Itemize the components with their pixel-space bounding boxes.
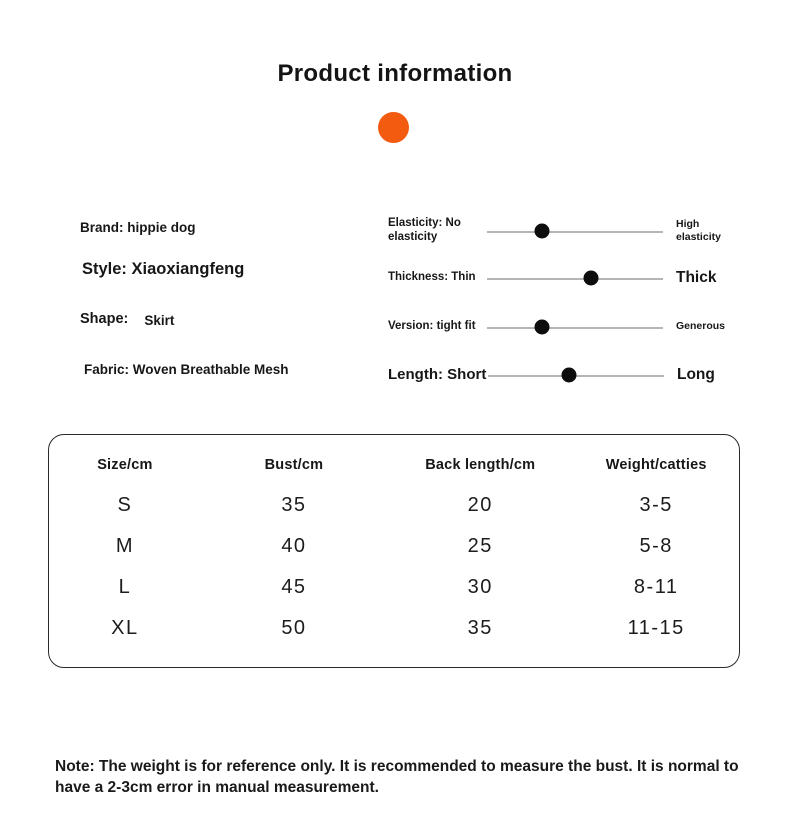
table-cell-back-length: 30 [467,576,493,598]
slider-length-track [488,367,664,383]
slider-thickness-track [487,270,663,286]
table-cell-bust: 50 [281,617,307,639]
spec-brand: Brand: hippie dog [80,220,196,235]
spec-style: Style: Xiaoxiangfeng [82,260,245,278]
size-table [48,434,740,668]
table-cell-size: XL [111,617,139,639]
table-cell-bust: 40 [281,535,307,557]
table-cell-back-length: 25 [467,535,493,557]
measurement-note: Note: The weight is for reference only. It is recommended to measure the bust. It is normal to have a 2-3cm error in manual measurement. [55,758,739,796]
slider-version-right-label: Generous [676,320,726,333]
slider-line [487,327,663,329]
slider-elasticity-track [487,223,663,239]
size-table-header: Size/cm [97,457,153,473]
slider-length-left-label: Length: Short [388,366,487,384]
table-cell-size: L [118,576,132,598]
table-cell-bust: 35 [281,494,307,516]
slider-line [487,231,663,233]
slider-elasticity-handle [534,224,549,239]
table-cell-back-length: 20 [467,494,493,516]
size-table-header: Weight/catties [605,457,707,473]
slider-version-track [487,319,663,335]
slider-length-right-label: Long [677,366,715,384]
table-cell-bust: 45 [281,576,307,598]
slider-line [487,278,663,280]
slider-elasticity [388,211,740,251]
spec-shape [80,311,174,327]
table-cell-size: M [115,535,134,557]
spec-shape-label: Shape: [80,311,129,327]
slider-elasticity-left-label: Elasticity: No elasticity [388,217,461,243]
slider-length [388,355,740,395]
slider-thickness [388,258,740,298]
slider-version-left-label: Version: tight fit [388,320,476,333]
page-title: Product information [277,60,513,87]
size-table-header: Back length/cm [425,457,536,473]
slider-version [388,307,740,347]
table-cell-weight: 3-5 [639,494,673,516]
table-cell-back-length: 35 [467,617,493,639]
table-cell-weight: 5-8 [639,535,673,557]
slider-elasticity-right-label: High elasticity [676,217,721,243]
table-cell-size: S [117,494,133,516]
table-cell-weight: 11-15 [627,617,685,639]
accent-dot [378,112,409,143]
slider-length-handle [561,368,576,383]
spec-shape-value: Skirt [144,313,175,328]
slider-thickness-left-label: Thickness: Thin [388,271,476,284]
slider-thickness-handle [583,271,598,286]
slider-thickness-right-label: Thick [676,269,717,287]
spec-fabric: Fabric: Woven Breathable Mesh [84,362,289,377]
size-table-header: Bust/cm [264,457,324,473]
slider-version-handle [534,320,549,335]
table-cell-weight: 8-11 [633,576,679,598]
